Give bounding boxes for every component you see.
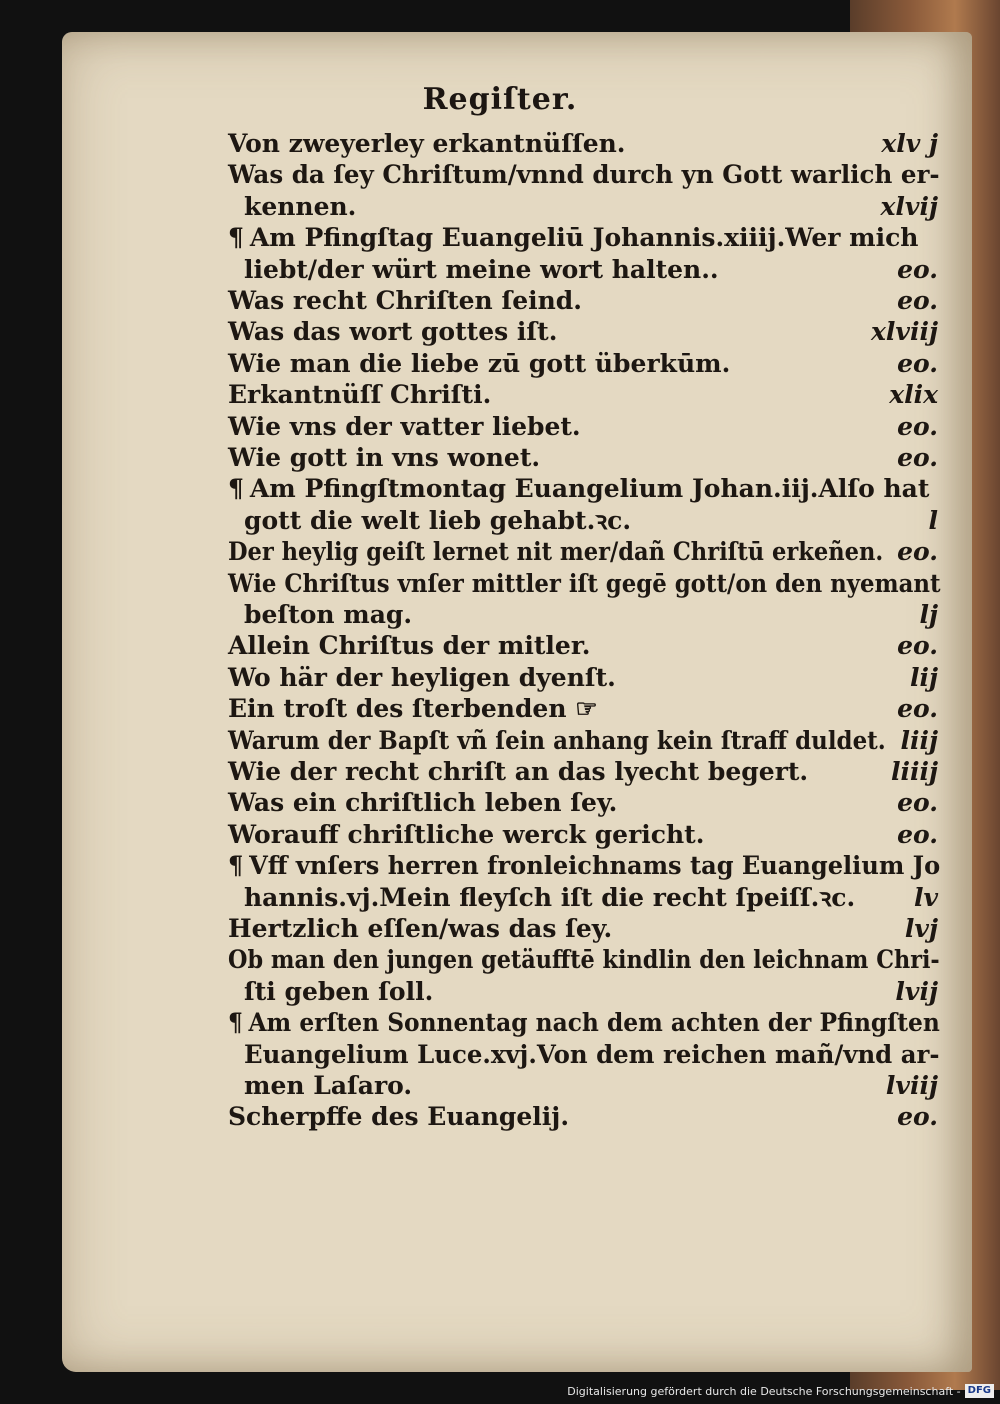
entry-text (228, 1101, 569, 1133)
entry-text (228, 316, 557, 348)
entry-label: Der heylig geiſt lernet nit mer/dañ Chriſtū erkeñen. (228, 537, 884, 567)
register-entry (0, 159, 1000, 191)
folio-reference: lvij (895, 976, 938, 1006)
folio-reference: lvj (904, 914, 938, 943)
register-entry (0, 944, 1000, 976)
entry-text (244, 191, 356, 223)
entry-text (228, 442, 540, 474)
entry-text (228, 693, 598, 725)
register-entry (0, 473, 1000, 505)
entry-text (228, 379, 491, 411)
entry-label: liebt/der würt meine wort halten.. (244, 254, 719, 284)
entry-label: Scherpffe des Euangelij. (228, 1102, 570, 1132)
entry-label: Allein Chriſtus der mitler. (228, 631, 591, 661)
folio-reference: lviij (885, 1071, 938, 1100)
entry-label: men Laſaro. (244, 1071, 413, 1100)
entry-text (228, 222, 918, 254)
entry-label: Was recht Chriſten ſeind. (228, 286, 582, 315)
register-entry (0, 128, 1000, 160)
register-entry (0, 693, 1000, 725)
folio-reference: eo. (897, 1102, 938, 1132)
entry-label: Erkantnüſſ Chriſti. (228, 380, 492, 410)
entry-label: Wie man die liebe zū gott überkūm. (228, 348, 731, 378)
entry-text (244, 254, 719, 286)
entry-text (228, 285, 582, 317)
folio-reference: liiij (890, 757, 938, 786)
folio-reference: liij (900, 725, 938, 755)
entry-text (228, 348, 730, 380)
entry-text (244, 882, 855, 914)
entry-text (228, 159, 940, 191)
entry-label: Wie der recht chriſt an das lyecht begert. (228, 757, 809, 786)
entry-text (228, 1007, 940, 1039)
entry-text (228, 756, 808, 788)
footer-text: Digitalisierung gefördert durch die Deutsche Forschungsgemeinschaft - (567, 1384, 961, 1398)
folio-reference: lv (913, 882, 938, 912)
register-entry (0, 222, 1000, 254)
folio-reference: eo. (897, 694, 938, 724)
entry-label: ſti geben ſoll. (244, 976, 434, 1006)
entry-text (244, 505, 631, 537)
entry-label: Am Pfingſtag Euangeliū Johannis.xiiij.Wer mich (249, 223, 919, 253)
entry-text (228, 819, 704, 851)
folio-reference: eo. (897, 819, 938, 849)
entry-text (228, 913, 612, 945)
folio-reference: lj (919, 600, 938, 629)
register-entry (0, 630, 1000, 662)
folio-reference: eo. (897, 537, 938, 567)
register-entry (0, 819, 1000, 851)
entry-text (228, 787, 617, 819)
entry-label: beſton mag. (244, 600, 413, 629)
register-entry (0, 191, 1000, 223)
folio-reference: eo. (897, 631, 938, 661)
register-entry (0, 442, 1000, 474)
register-entry (0, 1101, 1000, 1133)
entry-text (228, 944, 940, 976)
register-entry (0, 1007, 1000, 1039)
entry-text (228, 662, 616, 694)
folio-reference: eo. (897, 788, 938, 818)
entry-label: Wie gott in vns wonet. (228, 443, 541, 472)
register-entry (0, 254, 1000, 286)
entry-text (244, 1039, 940, 1071)
entry-label: Was das wort gottes iſt. (228, 317, 558, 347)
entry-label: Ob man den jungen getäufftē kindlin den leichnam Chri‑ (228, 945, 940, 975)
register-entry (0, 568, 1000, 600)
entry-label: Am Pfingſtmontag Euangelium Johan.iij.Alſo hat (249, 474, 930, 504)
entry-label: Worauff chriſtliche werck gericht. (228, 819, 705, 849)
register-entry (0, 599, 1000, 631)
dfg-logo: DFG (965, 1384, 994, 1398)
entry-text (228, 536, 883, 568)
register-entry (0, 379, 1000, 411)
folio-reference: xlix (889, 380, 938, 410)
register-entry (0, 1070, 1000, 1102)
register-entry (0, 536, 1000, 568)
entry-label: Was ein chriſtlich leben ſey. (228, 788, 618, 818)
folio-reference: eo. (897, 254, 938, 284)
entry-text (244, 976, 433, 1008)
entry-label: hannis.vj.Mein fleyſch iſt die recht ſpeiſſ.ꝛc. (244, 882, 856, 912)
pilcrow-mark: ¶ (228, 474, 244, 504)
folio-reference: eo. (897, 443, 938, 472)
pilcrow-mark: ¶ (228, 851, 244, 881)
register-entry (0, 662, 1000, 694)
register-entry (0, 348, 1000, 380)
entry-text (244, 1070, 412, 1102)
register-entry (0, 1039, 1000, 1071)
register-entry (0, 756, 1000, 788)
register-entry (0, 411, 1000, 443)
entry-text (228, 850, 940, 882)
entry-label: Warum der Bapſt vñ ſein anhang kein ſtraff duldet. (228, 725, 886, 755)
entry-label: Von zweyerley erkantnüſſen. (228, 129, 626, 158)
footer-credit (567, 1382, 994, 1400)
register-entry (0, 882, 1000, 914)
register-entry (0, 505, 1000, 537)
folio-reference: xlviij (871, 317, 938, 347)
register-entry (0, 913, 1000, 945)
folio-reference: eo. (897, 348, 938, 378)
register-entry (0, 316, 1000, 348)
pilcrow-mark: ¶ (228, 223, 244, 253)
entry-text (228, 630, 590, 662)
entry-label: kennen. (244, 191, 357, 221)
entry-label: Am erſten Sonnentag nach dem achten der Pfingſten (248, 1008, 940, 1038)
entry-label: Hertzlich eſſen/was das ſey. (228, 914, 613, 943)
entry-label: gott die welt lieb gehabt.ꝛc. (244, 505, 632, 535)
entry-text (228, 568, 941, 600)
register-entry (0, 976, 1000, 1008)
entry-text (228, 725, 886, 757)
folio-reference: xlvij (880, 191, 938, 221)
pilcrow-mark: ¶ (228, 1008, 243, 1038)
entry-label: Wie Chriſtus vnſer mittler iſt gegē gott/on den nyemant (228, 568, 941, 598)
entry-text (228, 128, 626, 160)
entry-label: Euangelium Luce.xvj.Von dem reichen mañ/vnd ar‑ (244, 1039, 940, 1069)
entry-text (228, 473, 929, 505)
folio-reference: l (928, 505, 938, 535)
folio-reference: lij (909, 662, 938, 692)
folio-reference: eo. (897, 286, 938, 315)
register-entry (0, 787, 1000, 819)
entry-label: Ein troſt des ſterbenden ☞ (228, 694, 598, 724)
page-header: Regiſter. (422, 82, 578, 117)
entry-label: Wie vns der vatter liebet. (228, 411, 581, 441)
entry-text (228, 411, 581, 443)
entry-label: Was da ſey Chriſtum/vnnd durch yn Gott warlich er‑ (228, 160, 940, 190)
register-entry (0, 850, 1000, 882)
register-entry (0, 725, 1000, 757)
entry-label: Vff vnſers herren fronleichnams tag Euangelium Jo (249, 851, 941, 881)
folio-reference: xlv j (881, 129, 938, 158)
entry-label: Wo här der heyligen dyenſt. (228, 662, 616, 692)
folio-reference: eo. (897, 411, 938, 441)
register-entry (0, 285, 1000, 317)
entry-text (244, 599, 412, 631)
